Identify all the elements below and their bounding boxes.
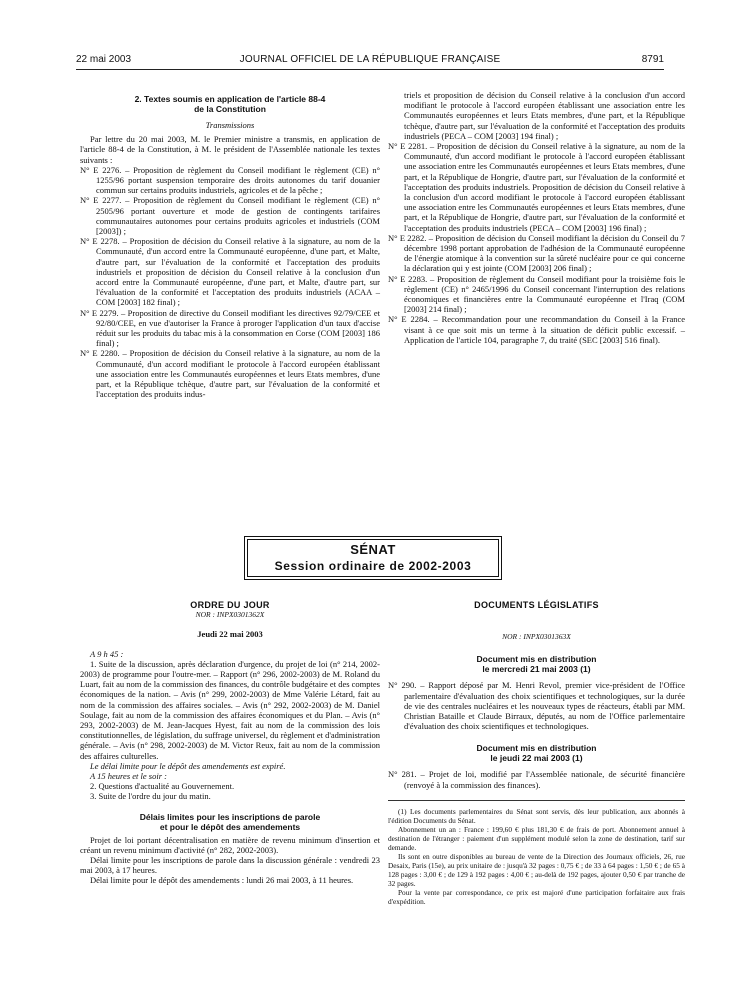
section-heading: 2. Textes soumis en application de l'article 88-4 de la Constitution xyxy=(134,94,326,114)
agenda-item-1: 1. Suite de la discussion, après déclaration d'urgence, du projet de loi (n° 214, 2002-2003) de programme pour l'outre-mer. – Rapport (n° 296, 2002-2003) de M. Roland du Luart, fait au nom de la commission des finances, du contrôle budgétaire et des comptes économiques de la nation. – Avis (n° 299, 2002-2003) de Mme Valérie Létard, fait au nom de la commission des affaires sociales. – Avis (n° 292, 2002-2003) de M. Daniel Soulage, fait au nom de la commission des affaires économiques et du Plan. – Avis (n° 293, 2002-2003) de M. Jean-Jacques Hyest, fait au nom de la commission des lois constitutionnelles, de législation, du suffrage universel, du règlement et d'administration générale. – Avis (n° 298, 2002-2003) de M. Victor Reux, fait au nom de la commission des affaires culturelles. xyxy=(80,658,380,761)
footnote: Pour la vente par correspondance, ce prix est majoré d'une participation forfaitaire aux frais d'expédition. xyxy=(388,887,685,906)
list-item: N° E 2283. – Proposition de règlement du Conseil modifiant pour la troisième fois le règlement (CE) n° 2465/1996 du Conseil concernant l'interruption des relations économiques et financières entre la Communauté européenne et l'Iraq (COM [2003] 214 final) ; xyxy=(388,273,686,315)
header-date: 22 mai 2003 xyxy=(76,54,132,65)
footnote-rule xyxy=(388,800,685,801)
amendment-deadline-note: Le délai limite pour le dépôt des amendements est expiré. xyxy=(90,760,286,771)
agenda-time-2: A 15 heures et le soir : xyxy=(90,771,167,782)
list-item: N° E 2280. – Proposition de décision du Conseil relative à la signature, au nom de la Communauté, d'un accord modifiant le protocole à l'accord européen établissant une association entre les Communautés européennes et leurs Etats membres, d'une part, et la République tchèque, d'autre part, sur l'évaluation de la conformité et l'acceptation des produits indus- xyxy=(80,348,380,400)
footnote: (1) Les documents parlementaires du Sénat sont servis, dès leur publication, aux abonnés à l'édition Documents du Sénat. xyxy=(388,806,685,825)
transmissions-subheading: Transmissions xyxy=(205,120,255,130)
left-top-column xyxy=(80,94,380,399)
document-item: N° 281. – Projet de loi, modifié par l'Assemblée nationale, de sécurité financière (renvoyé à la commission des finances). xyxy=(388,769,685,790)
footnote: Abonnement un an : France : 199,60 € plus 181,30 € de frais de port. Abonnement annuel à destination de l'étranger : paiement d'un supplément modulé selon la zone de destination, tarif sur demande. xyxy=(388,824,685,852)
continuation-text: triels et proposition de décision du Conseil relative à la conclusion d'un accord modifiant le protocole à l'accord européen établissant une association entre les Communautés européennes et leurs Etats membres, d'une part, et la République tchèque, d'autre part, sur l'évaluation de la conformité et l'acceptation des produits industriels (PECA – COM [2003] 194 final) ; xyxy=(404,90,685,141)
list-item: N° E 2279. – Proposition de directive du Conseil modifiant les directives 92/79/CEE et 92/80/CEE, en vue d'autoriser la France à proroger l'application d'un taux d'accise réduit sur les produits du tabac mis à la consommation en Corse (COM [2003] 186 final) ; xyxy=(80,307,381,349)
agenda-time: A 9 h 45 : xyxy=(90,648,124,659)
list-item: N° E 2277. – Proposition de règlement du Conseil modifiant le règlement (CE) n° 2505/96 portant ouverture et mode de gestion de contingents tarifaires communautaires autonomes pour certains produits agricoles et industriels (COM [2003]) ; xyxy=(80,195,380,237)
distribution-heading: Document mis en distribution le mercredi 21 mai 2003 (1) xyxy=(476,654,597,675)
senat-title: SÉNAT xyxy=(350,542,396,557)
agenda-item-3: 3. Suite de l'ordre du jour du matin. xyxy=(90,791,211,802)
documents-column xyxy=(388,600,685,906)
session-subtitle: Session ordinaire de 2002-2003 xyxy=(274,559,472,573)
ordre-title: ORDRE DU JOUR xyxy=(190,600,270,610)
footnote: Ils sont en outre disponibles au bureau de vente de la Direction des Journaux officiels, 26, rue Desaix, Paris (15e), au prix unitaire de : jusqu'à 32 pages : 0,75 € ; de 33 à 64 pages : 1,50 € ; de 65 à 128 pages : 3,00 € ; de 129 à 192 pages : 4,00 € ; au-delà de 192 pages, ajouter 0,50 € par tranche de 32 pages. xyxy=(388,851,685,888)
right-top-column xyxy=(388,90,685,345)
delais-paragraph: Délai limite pour les inscriptions de parole dans la discussion générale : vendredi 23 mai 2003, à 17 heures. xyxy=(80,855,380,876)
agenda-item-2: 2. Questions d'actualité au Gouvernement. xyxy=(90,781,235,792)
header-rule xyxy=(76,69,664,70)
agenda-date: Jeudi 22 mai 2003 xyxy=(197,629,263,640)
list-item: N° E 2284. – Recommandation pour une recommandation du Conseil à la France visant à ce que soit mis un terme à la situation de déficit public excessif. – Application de l'article 104, paragraphe 7, du traité (SEC [2003] 516 final). xyxy=(388,314,686,345)
intro-paragraph: Par lettre du 20 mai 2003, M. le Premier ministre a transmis, en application de l'article 88-4 de la Constitution, à M. le président de l'Assemblée nationale les textes suivants : xyxy=(80,134,380,165)
journal-title: JOURNAL OFFICIEL DE LA RÉPUBLIQUE FRANÇAISE xyxy=(239,54,501,65)
documents-title: DOCUMENTS LÉGISLATIFS xyxy=(474,600,599,610)
senat-title-box xyxy=(244,536,502,580)
delais-heading: Délais limites pour les inscriptions de parole et pour le dépôt des amendements xyxy=(139,811,321,832)
nor-reference: NOR : INPX0301363X xyxy=(502,632,571,642)
list-item: N° E 2282. – Proposition de décision du Conseil modifiant la décision du Conseil du 7 décembre 1998 portant approbation de l'adhésion de la Communauté européenne de l'énergie atomique à la convention sur la sûreté nucléaire pour ce qui concerne la déclaration qui y est jointe (COM [2003] 206 final) ; xyxy=(388,232,685,274)
list-item: N° E 2278. – Proposition de décision du Conseil relative à la signature, au nom de la Communauté, d'un accord entre la Communauté européenne, d'une part, et Malte, d'autre part, sur l'évaluation de la conformité et l'acceptation des produits industriels et proposition de décision du Conseil relative à la conclusion d'un accord entre la Communauté européenne, d'une part, et Malte, d'autre part, sur l'évaluation de la conformité et l'acceptation des produits industriels (ACAA – COM [2003] 182 final) ; xyxy=(80,236,380,308)
list-item: N° E 2281. – Proposition de décision du Conseil relative à la signature, au nom de la Communauté, d'un accord modifiant le protocole à l'accord européen établissant une association entre les Communautés européennes et leurs Etats membres, d'une part, et la République de Hongrie, d'autre part, sur l'évaluation de la conformité et l'acceptation des produits industriels. Proposition de décision du Conseil relative à la conclusion d'un accord modifiant le protocole à l'accord européen établissant une association entre les Communautés européennes et leurs Etats membres, d'une part, et la République de Hongrie, d'autre part, sur l'évaluation de la conformité et l'acceptation des produits industriels (PECA – COM [2003] 196 final) ; xyxy=(388,141,685,233)
document-item: N° 290. – Rapport déposé par M. Henri Revol, premier vice-président de l'Office parlementaire d'évaluation des choix scientifiques et technologiques, sur la durée de vie des centrales nucléaires et les nouveaux types de réacteurs, établi par MM. Christian Bataille et Claude Birraux, députés, au nom de l'Office parlementaire d'évaluation des choix scientifiques et technologiques. xyxy=(388,680,685,732)
nor-reference: NOR : INPX0301362X xyxy=(195,610,265,620)
distribution-heading: Document mis en distribution le jeudi 22 mai 2003 (1) xyxy=(476,743,597,764)
list-item: N° E 2276. – Proposition de règlement du Conseil modifiant le règlement (CE) n° 1255/96 portant suspension temporaire des droits autonomes du tarif douanier commun sur certains produits industriels, agricoles et de la pêche ; xyxy=(80,164,380,196)
page-number: 8791 xyxy=(641,54,664,65)
delais-paragraph: Délai limite pour le dépôt des amendements : lundi 26 mai 2003, à 11 heures. xyxy=(90,875,354,886)
page-header xyxy=(76,54,664,68)
delais-paragraph: Projet de loi portant décentralisation en matière de revenu minimum d'insertion et créant un revenu minimum d'activité (n° 282, 2002-2003). xyxy=(80,834,380,855)
ordre-du-jour-column xyxy=(80,600,380,886)
